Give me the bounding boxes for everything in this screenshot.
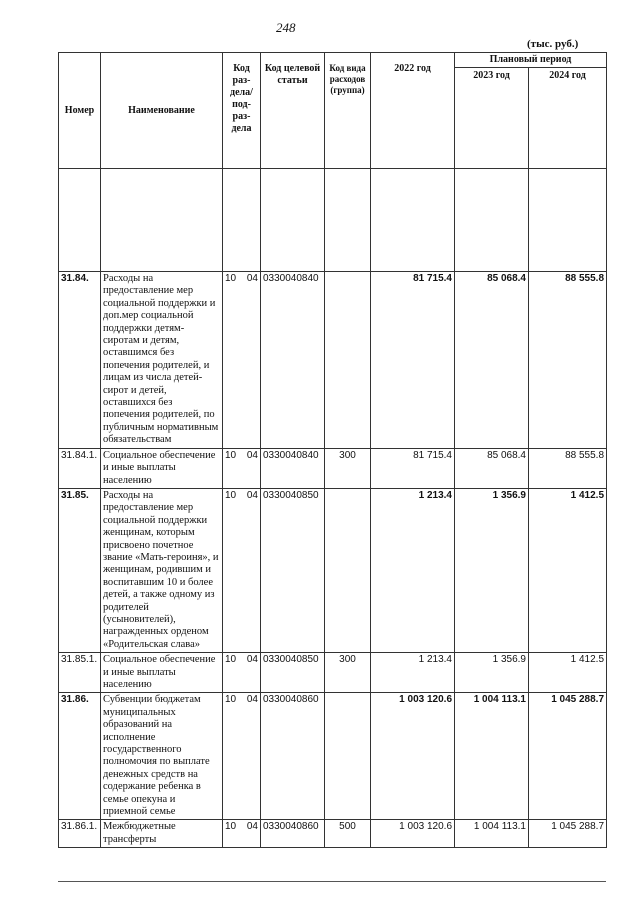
row-target-code: 0330040850 <box>261 488 325 652</box>
row-target-code: 0330040840 <box>261 448 325 488</box>
row-2022: 1 213.4 <box>371 653 455 693</box>
subsection-code: 04 <box>246 273 258 284</box>
row-section-code <box>223 820 261 848</box>
row-number: 31.84.1. <box>59 448 101 488</box>
header-section-code: Код раз-дела/ под-раз-дела <box>223 53 261 169</box>
row-2024: 1 045 288.7 <box>529 693 607 820</box>
row-2022: 1 003 120.6 <box>371 693 455 820</box>
row-2023: 1 356.9 <box>455 653 529 693</box>
page-number: 248 <box>276 20 296 35</box>
header-2024: 2024 год <box>529 68 607 169</box>
section-code: 10 <box>225 694 237 706</box>
row-2023: 85 068.4 <box>455 448 529 488</box>
table-row <box>59 693 607 820</box>
header-2022: 2022 год <box>371 53 455 169</box>
header-target-code: Код целевой статьи <box>261 53 325 169</box>
row-2023: 1 004 113.1 <box>455 693 529 820</box>
header-number: Номер <box>59 53 101 169</box>
row-2023: 85 068.4 <box>455 272 529 449</box>
row-2024: 88 555.8 <box>529 448 607 488</box>
section-code: 10 <box>225 654 237 666</box>
section-code: 10 <box>225 821 237 833</box>
table-row <box>59 448 607 488</box>
header-name: Наименование <box>101 53 223 169</box>
bottom-rule <box>58 881 606 882</box>
row-name: Расходы на предоставление мер социальной поддержки женщинам, которым присвоено почетное звание «Мать-героиня», и женщинам, родившим и воспитавшим 10 и более детей, а также одному из родителей (усыновителей), награжденных орденом «Родительская слава» <box>101 488 223 652</box>
header-planned-period: Плановый период <box>455 53 607 68</box>
row-name: Расходы на предоставление мер социальной поддержки и доп.мер социальной поддержки детям-сиротам и детям, оставшимся без попечения родителей, и лицам из числа детей-сирот и детей, оставшихся без попечения родителей, по публичным нормативным обязательствам <box>101 272 223 449</box>
table-row <box>59 272 607 449</box>
header-expense-code: Код вида расходов (группа) <box>325 53 371 169</box>
subsection-code: 04 <box>246 489 258 501</box>
header-2023: 2023 год <box>455 68 529 169</box>
row-target-code: 0330040850 <box>261 653 325 693</box>
subsection-code: 04 <box>246 821 258 833</box>
row-number: 31.85.1. <box>59 653 101 693</box>
row-2024: 1 412.5 <box>529 653 607 693</box>
header-row <box>59 53 607 68</box>
row-section-code <box>223 488 261 652</box>
row-section-code <box>223 272 261 449</box>
table-row <box>59 488 607 652</box>
row-target-code: 0330040840 <box>261 272 325 449</box>
row-target-code: 0330040860 <box>261 693 325 820</box>
section-code: 10 <box>225 273 237 284</box>
subsection-code: 04 <box>246 694 258 706</box>
row-2022: 81 715.4 <box>371 448 455 488</box>
row-2022: 81 715.4 <box>371 272 455 449</box>
row-name: Социальное обеспечение и иные выплаты населению <box>101 653 223 693</box>
units-label: (тыс. руб.) <box>527 38 579 50</box>
row-target-code: 0330040860 <box>261 820 325 848</box>
row-section-code <box>223 448 261 488</box>
row-section-code <box>223 693 261 820</box>
subsection-code: 04 <box>246 449 258 461</box>
spacer-row <box>59 169 607 272</box>
table-row <box>59 653 607 693</box>
row-2022: 1 213.4 <box>371 488 455 652</box>
row-expense-code: 300 <box>325 448 371 488</box>
row-expense-code <box>325 272 371 449</box>
row-expense-code <box>325 693 371 820</box>
table-body <box>59 169 607 848</box>
row-number: 31.86. <box>59 693 101 820</box>
row-name: Социальное обеспечение и иные выплаты населению <box>101 448 223 488</box>
row-name: Субвенции бюджетам муниципальных образований на исполнение государственного полномочия по выплате денежных средств на содержание ребенка в семье опекуна и приемной семье <box>101 693 223 820</box>
row-number: 31.84. <box>59 272 101 449</box>
row-expense-code <box>325 488 371 652</box>
row-number: 31.86.1. <box>59 820 101 848</box>
row-expense-code: 300 <box>325 653 371 693</box>
budget-table <box>58 52 607 848</box>
row-number: 31.85. <box>59 488 101 652</box>
row-2024: 1 045 288.7 <box>529 820 607 848</box>
section-code: 10 <box>225 449 237 461</box>
row-2023: 1 004 113.1 <box>455 820 529 848</box>
row-2024: 88 555.8 <box>529 272 607 449</box>
row-2023: 1 356.9 <box>455 488 529 652</box>
row-2022: 1 003 120.6 <box>371 820 455 848</box>
row-2024: 1 412.5 <box>529 488 607 652</box>
subsection-code: 04 <box>246 654 258 666</box>
row-name: Межбюджетные трансферты <box>101 820 223 848</box>
row-expense-code: 500 <box>325 820 371 848</box>
section-code: 10 <box>225 489 237 501</box>
row-section-code <box>223 653 261 693</box>
table-row <box>59 820 607 848</box>
